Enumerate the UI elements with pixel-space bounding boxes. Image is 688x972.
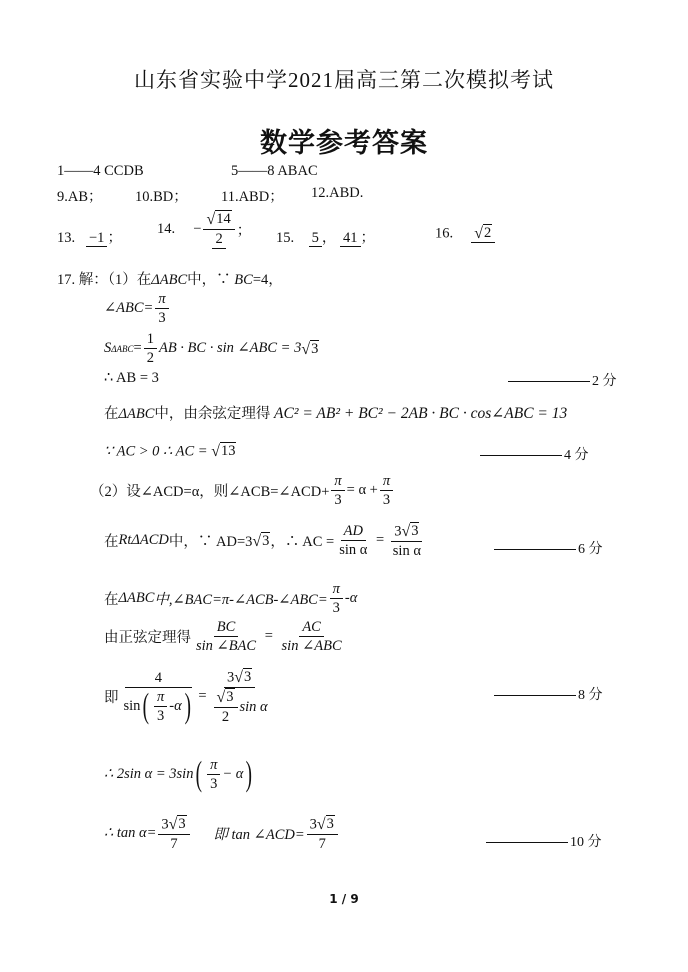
choice-5-8: 5——8 ABAC bbox=[231, 163, 318, 179]
fill-14-sep: ； bbox=[236, 222, 252, 239]
fill-15-comma: ， bbox=[321, 230, 337, 246]
fill-15 bbox=[276, 226, 375, 247]
fill-16: 16. √ 2 bbox=[435, 224, 495, 243]
score-10: 10 分 bbox=[486, 831, 602, 851]
answer-9: 9.AB； bbox=[57, 189, 103, 205]
fill-13-answer: −1 bbox=[86, 230, 107, 247]
fill-14-sign: − bbox=[193, 220, 202, 237]
fill-15-answer-1: 5 bbox=[309, 230, 322, 247]
answer-11: 11.ABD； bbox=[221, 189, 284, 205]
fill-14 bbox=[157, 210, 251, 249]
fill-16-radicand: 2 bbox=[484, 225, 492, 241]
substitution-line: 即 4 sin ( $\frac{\pi}{3}$ -α ) = 3 √ 3 √ 3 2 sin α bbox=[104, 668, 268, 726]
school-title: 山东省实验中学2021届高三第二次模拟考试 bbox=[134, 68, 554, 92]
fill-13-sep: ； bbox=[107, 230, 122, 246]
sine-equation-line: ∴ 2sin α = 3sin ( $\frac{\pi}{3}$ − α ) bbox=[104, 754, 253, 794]
part2-setup-line: （2）设∠ACD=α，则∠ACB=∠ACD+ $\frac{\pi}{3}$ = α + $\frac{\pi}{3}$ bbox=[90, 472, 395, 509]
fill-13-label: 13. bbox=[57, 230, 76, 246]
fill-16-label: 16. bbox=[435, 225, 454, 242]
fill-14-label: 14. bbox=[157, 220, 176, 237]
answer-12: 12.ABD. bbox=[311, 185, 364, 201]
angle-bac-line: 在 ΔABC 中,∠BAC=π-∠ACB-∠ABC= $\frac{\pi}{3}$ -α bbox=[104, 581, 358, 617]
sine-law-line: 由正弦定理得 $\frac{BC}{\text{sin ∠BAC}}$ = $\frac{AC}{\text{sin ∠ABC}}$ bbox=[104, 619, 342, 655]
document-title: 数学参考答案 bbox=[260, 128, 428, 159]
score-6: 6 分 bbox=[494, 538, 603, 558]
page-number: 1 / 9 bbox=[329, 892, 359, 906]
area-line: S ΔABC = $\frac{1}{2}$ AB · BC · sin ∠ABC = 3 √ 3 bbox=[104, 331, 319, 367]
score-8: 8 分 bbox=[494, 684, 603, 704]
right-triangle-line: 在 RtΔACD 中，∵ AD=3 √ 3 ，∴ AC = $\frac{AD}{\text{sin α}}$ = 3 √ 3 sin α bbox=[104, 522, 421, 559]
score-4: 4 分 bbox=[480, 444, 589, 464]
choice-1-4: 1——4 CCDB bbox=[57, 163, 144, 179]
cosine-law-line: 在ΔABC中，由余弦定理得 AC² = AB² + BC² − 2AB · BC · cos∠ABC = 13 bbox=[104, 405, 568, 422]
fill-15-label: 15. bbox=[276, 230, 295, 246]
fill-14-fraction: √ 14 2 bbox=[203, 210, 234, 249]
q17-intro: 17. 解：（1）在ΔABC中，∵ BC=4， bbox=[57, 272, 283, 288]
ac-root-line: ∵ AC > 0 ∴ AC = √ 13 bbox=[104, 442, 236, 460]
fill-15-answer-2: 41 bbox=[340, 230, 361, 247]
score-2: 2 分 bbox=[508, 370, 617, 390]
angle-abc-line: ∠ABC= $\frac{\pi}{3}$ bbox=[104, 290, 171, 327]
fill-14-radicand: 14 bbox=[216, 211, 231, 227]
ab-equals-line: ∴ AB = 3 bbox=[104, 370, 159, 386]
fill-13 bbox=[57, 226, 122, 247]
answer-10: 10.BD； bbox=[135, 189, 188, 205]
tangent-line: ∴ tan α= 3 √ 3 7 即 tan ∠ACD= 3 √ 3 7 bbox=[104, 815, 340, 853]
fill-14-denominator: 2 bbox=[212, 230, 225, 249]
fill-15-sep: ； bbox=[360, 230, 375, 246]
